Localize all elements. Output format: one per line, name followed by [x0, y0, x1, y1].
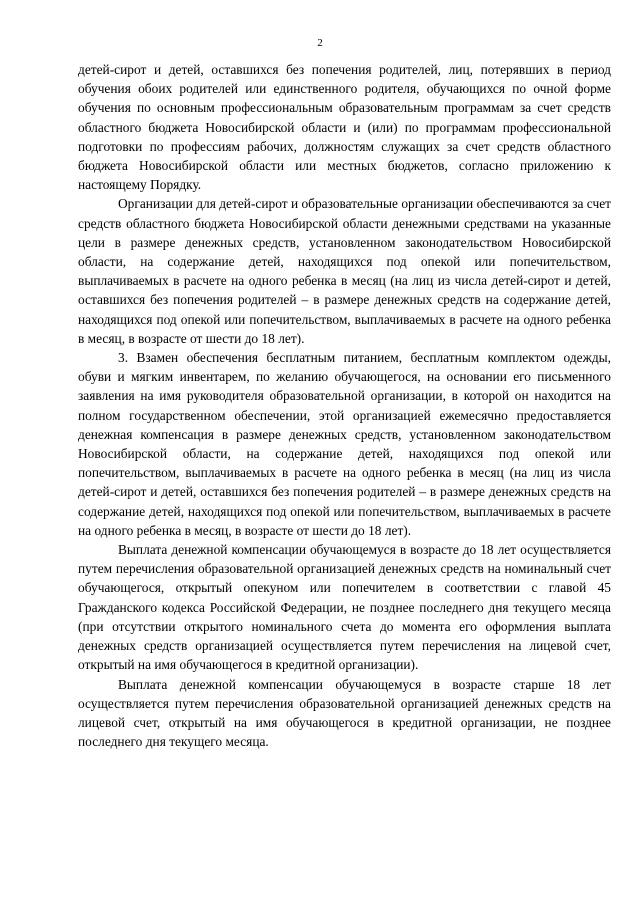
paragraph-payment-over-18: Выплата денежной компенсации обучающемуся в возрасте старше 18 лет осуществляется путем перечисления образовательной организацией денежных средств на лицевой счет, открытый на имя обучающегося в кредитной организации, не позднее последнего дня текущего месяца. [78, 676, 611, 750]
paragraph-continuation: детей-сирот и детей, оставшихся без попечения родителей, лиц, потерявших в период обучения обоих родителей или единственного родителя, обучающихся по очной форме обучения по основным профессиональным образовательным программам за счет средств областного бюджета Новосибирской области и (или) по программам профессиональной подготовки по профессиям рабочих, должностям служащих за счет средств областного бюджета Новосибирской области или местных бюджетов, согласно приложению к настоящему Порядку. [78, 62, 611, 193]
document-body [78, 60, 611, 751]
paragraph-funding: Организации для детей-сирот и образовательные организации обеспечиваются за счет средств областного бюджета Новосибирской области денежными средствами на указанные цели в размере денежных средств, установленном законодательством Новосибирской области, на содержание детей, находящихся под опекой или попечительством, выплачиваемых в расчете на одного ребенка в месяц (на лиц из числа детей-сирот и детей, оставшихся без попечения родителей – в размере денежных средств на содержание детей, находящихся под опекой или попечительством, выплачиваемых в расчете на одного ребенка в месяц, в возрасте от шести до 18 лет). [78, 196, 611, 346]
paragraph-item-3-compensation: 3. Взамен обеспечения бесплатным питанием, бесплатным комплектом одежды, обуви и мягким инвентарем, по желанию обучающегося, на основании его письменного заявления на имя руководителя образовательной организации, в которой он находится на полном государственном обеспечении, этой организацией ежемесячно предоставляется денежная компенсация в размере денежных средств, установленном законодательством Новосибирской области, на содержание детей, находящихся под опекой или попечительством, выплачиваемых в расчете на одного ребенка в месяц (на лиц из числа детей-сирот и детей, оставшихся без попечения родителей – в размере денежных средств на содержание детей, находящихся под опекой или попечительством, выплачиваемых в расчете на одного ребенка в месяц, в возрасте от шести до 18 лет). [78, 350, 611, 538]
page-number: 2 [317, 37, 323, 49]
paragraph-payment-under-18: Выплата денежной компенсации обучающемуся в возрасте до 18 лет осуществляется путем перечисления образовательной организацией денежных средств на номинальный счет обучающегося, открытый опекуном или попечителем в соответствии с главой 45 Гражданского кодекса Российской Федерации, не позднее последнего дня текущего месяца (при отсутствии открытого номинального счета до момента его оформления выплата денежных средств организацией осуществляется путем перечисления на лицевой счет, открытый на имя обучающегося в кредитной организации). [78, 542, 611, 673]
